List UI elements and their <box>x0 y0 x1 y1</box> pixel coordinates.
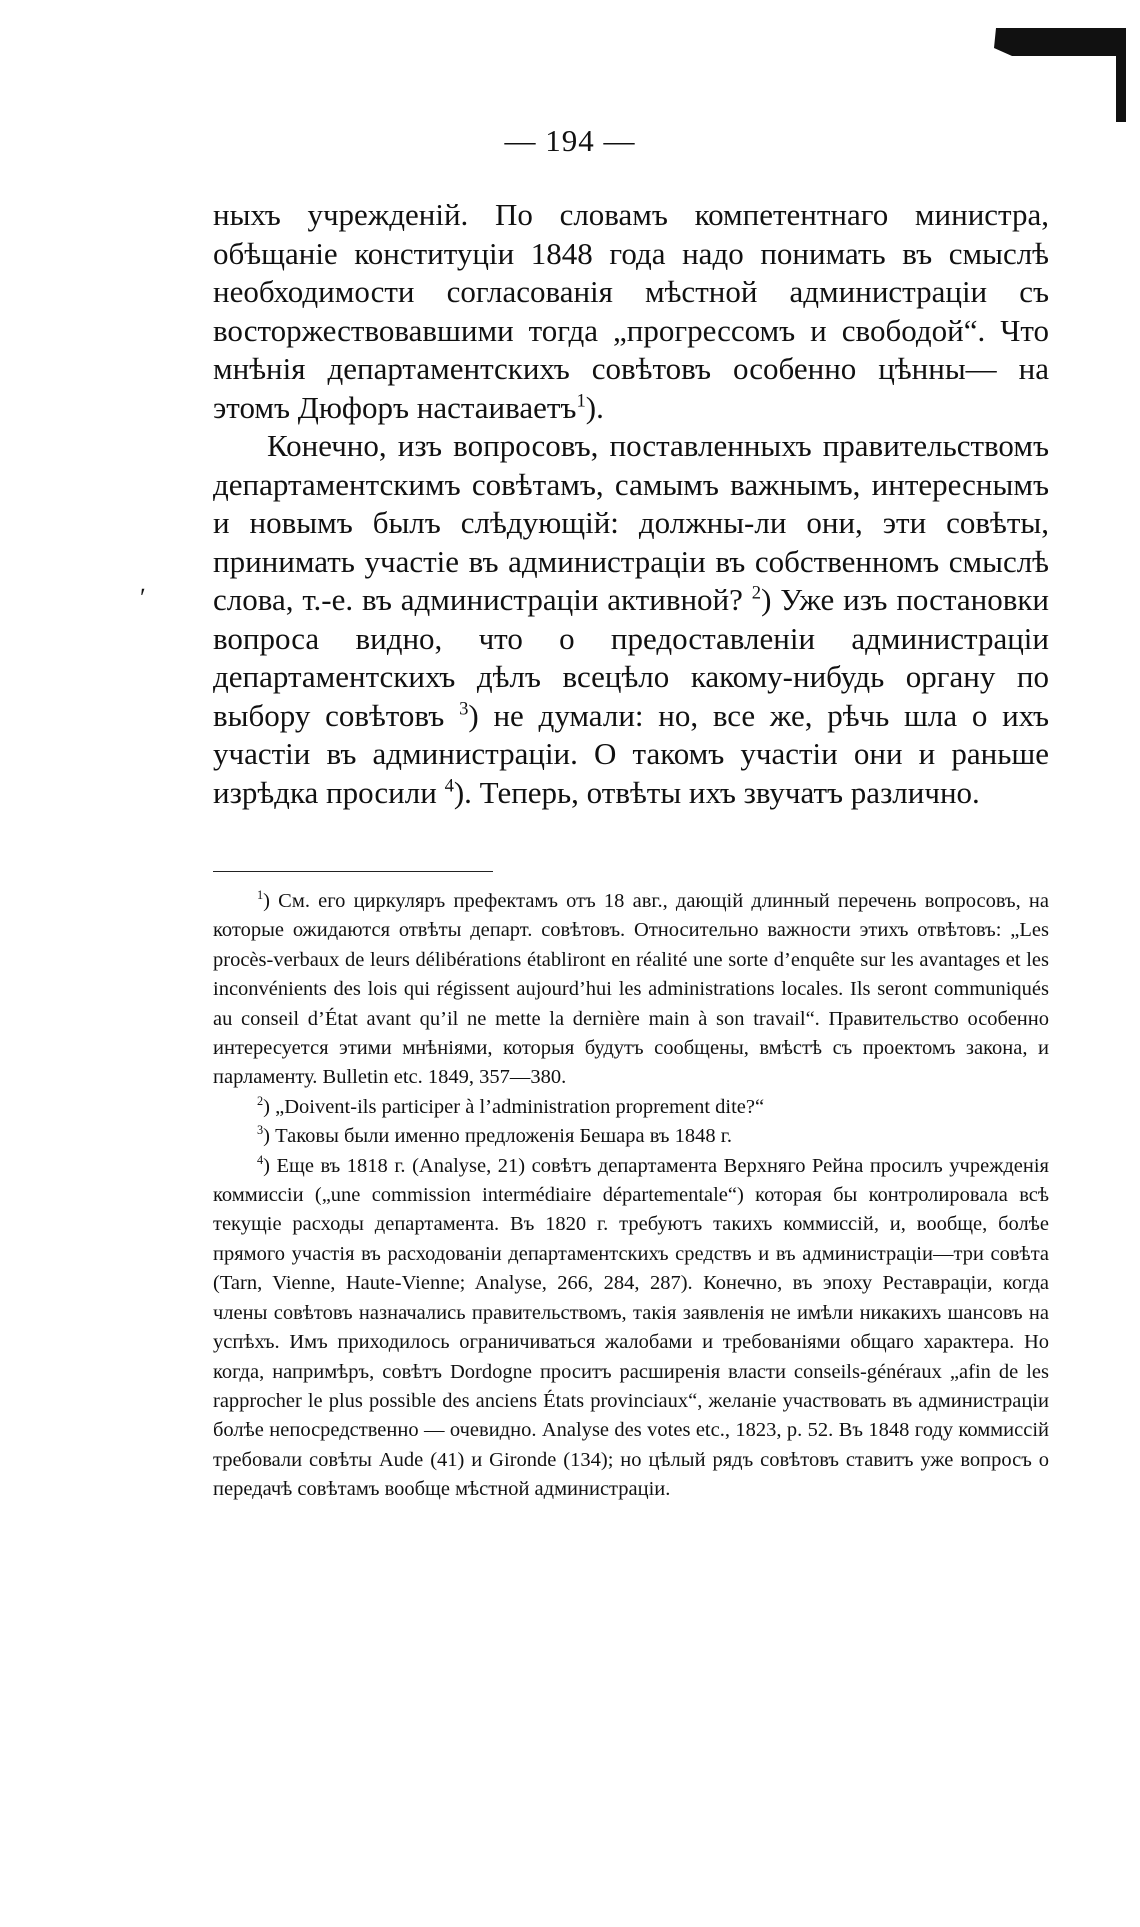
main-text <box>213 196 1049 812</box>
scan-edge-mark <box>988 26 1128 126</box>
footnote: $^2$) „Doivent-ils participer à l’administration proprement dite?“ <box>257 1094 765 1118</box>
footnote: $^3$) Таковы были именно предложенія Бешара въ 1848 г. <box>257 1123 732 1148</box>
footnote: $^4$) Еще въ 1818 г. (Analyse, 21) совѣтъ департамента Верхняго Рейна просилъ учрежденія коммиссіи („une commission intermédiaire départementale“) которая бы контролировала всѣ текущіе расходы департамента. Въ 1820 г. требуютъ такихъ коммиссій, и, вообще, болѣе прямого участія въ расходованіи департаментскихъ средствъ и въ администраціи—три совѣта (Tarn, Vienne, Haute-Vienne; Analyse, 266, 284, 287). Конечно, въ эпоху Реставраціи, когда члены совѣтовъ назначались правительствомъ, такія заявленія не имѣли никакихъ шансовъ на успѣхъ. Имъ приходилось ограничиваться жалобами и требованіями общаго характера. Но когда, напримѣръ, совѣтъ Dordogne проситъ расширенія власти conseils-généraux „afin de les rapprocher le plus possible des anciens États provinciaux“, желаніе участвовать въ администраціи болѣе непосредственно — очевидно. Analyse des votes etc., 1823, p. 52. Въ 1848 году коммиссій требовали совѣты Aude (41) и Gironde (134); но цѣлый рядъ совѣтовъ ставитъ уже вопросъ о передачѣ совѣтамъ вообще мѣстной администраціи. <box>213 1152 1049 1501</box>
footnotes <box>213 887 1049 1505</box>
margin-mark: ʹ <box>140 583 146 612</box>
footnote: $^1$) См. его циркуляръ префектамъ отъ 18 авг., дающій длинный перечень вопросовъ, на которые ожидаются отвѣты департ. совѣтовъ. Относительно важности этихъ отвѣтовъ: „Les procès-verbaux de leurs délibérations établiront en réalité une sorte d’enquête sur les avantages et les inconvénients des lois qui régissent aujourd’hui les administrations locales. Ils seront communiqués au conseil d’État avant qu’il ne mette la dernière main à son travail“. Правительство особенно интересуется этими мнѣніями, которыя будутъ сообщены, вмѣстѣ съ проектомъ закона, и парламенту. Bulletin etc. 1849, 357—380. <box>213 888 1049 1089</box>
page-number: — 194 — <box>504 123 636 158</box>
footnote-ref-3: 3 <box>459 698 469 720</box>
footnote-ref-2: 2 <box>751 582 762 604</box>
footnote-ref-4: 4 <box>444 775 454 797</box>
footnote-separator <box>213 871 493 872</box>
footnote-ref-1: 1 <box>576 390 586 412</box>
paragraph-continuation: ныхъ учрежденій. По словамъ компетентнаго министра, обѣщаніе конституціи 1848 года надо понимать въ смыслѣ необходимости согласованія мѣстной администраціи съ восторжествовавшими тогда „прогрессомъ и свободой“. Что мнѣнія департаментскихъ совѣтовъ особенно цѣнны— на этомъ Дюфоръ настаиваетъ$^1$). <box>213 197 1049 425</box>
paragraph: Конечно, изъ вопросовъ, поставленныхъ правительствомъ департаментскимъ совѣтамъ, самымъ важнымъ, интереснымъ и новымъ былъ слѣдующій: должны-ли они, эти совѣты, принимать участіе въ администраціи въ собственномъ смыслѣ слова, т.-е. въ администраціи активной? $^2$) Уже изъ постановки вопроса видно, что о предоставленіи администраціи департаментскихъ дѣлъ всецѣло какому-нибудь органу по выбору совѣтовъ $^3$) не думали: но, все же, рѣчь шла о ихъ участіи въ администраціи. О такомъ участіи они и раньше изрѣдка просили $^4$). Теперь, отвѣты ихъ звучатъ различно. <box>213 428 1050 810</box>
